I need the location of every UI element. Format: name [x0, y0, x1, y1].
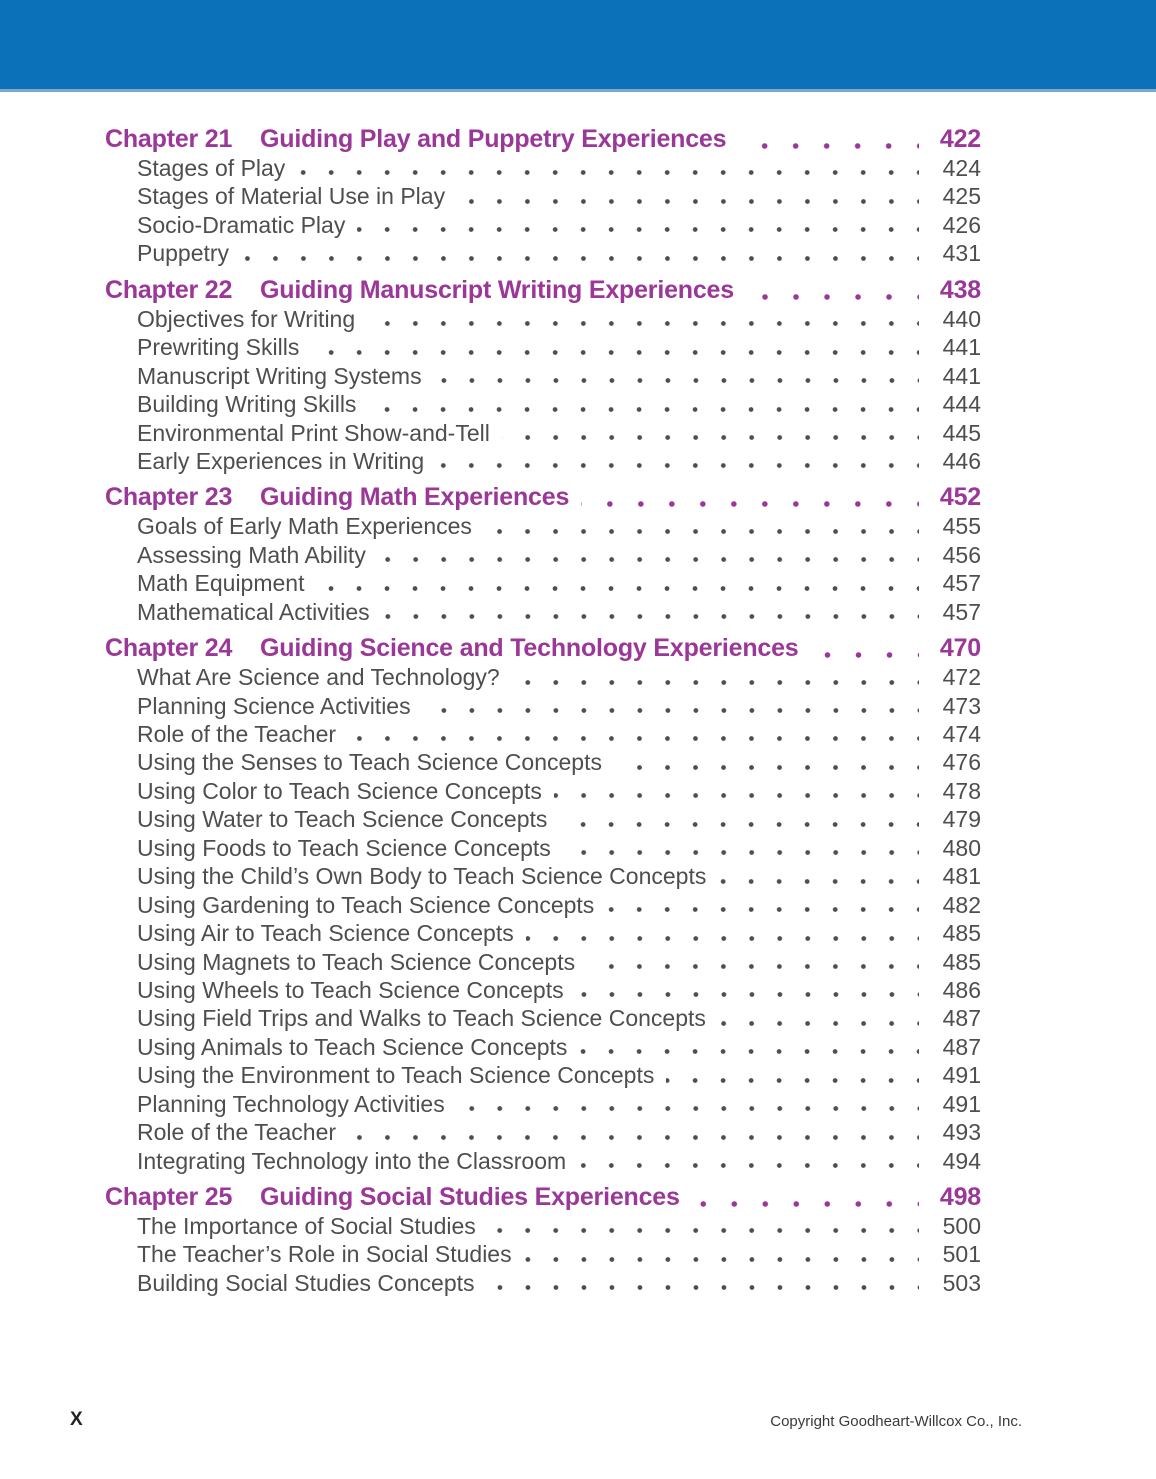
entry-page-number: 445 — [942, 419, 981, 446]
toc-entry-row — [105, 976, 981, 1004]
entry-title: Puppetry — [137, 240, 230, 267]
entry-page-number: 487 — [942, 1033, 981, 1060]
entry-page-number: 441 — [942, 362, 981, 389]
dot-leader — [559, 822, 919, 828]
entry-page-number: 455 — [942, 513, 981, 540]
dot-leader — [502, 435, 919, 441]
entry-page-number: 473 — [942, 692, 981, 719]
entry-title: Integrating Technology into the Classroom — [137, 1147, 567, 1174]
entry-title: Using Water to Teach Science Concepts — [137, 806, 548, 833]
footer-copyright: Copyright Goodheart-Willcox Co., Inc. — [770, 1413, 1022, 1430]
toc-entry-row — [105, 663, 981, 691]
entry-page-number: 424 — [942, 155, 981, 181]
entry-title: Using Wheels to Teach Science Concepts — [137, 976, 564, 1003]
chapter-title: Guiding Social Studies Experiences — [260, 1183, 680, 1211]
toc-entry-row — [105, 419, 981, 447]
entry-title: Planning Science Activities — [137, 692, 411, 719]
dot-leader — [526, 936, 919, 942]
dot-leader — [718, 879, 919, 885]
entry-title: Math Equipment — [137, 570, 305, 597]
entry-page-number: 444 — [942, 391, 981, 418]
chapter-label: Chapter 25 — [105, 1183, 233, 1211]
dot-leader — [382, 614, 919, 620]
entry-title: Manuscript Writing Systems — [137, 362, 422, 389]
dot-leader — [718, 1021, 919, 1027]
entry-title: The Importance of Social Studies — [137, 1213, 476, 1239]
chapter-title: Guiding Science and Technology Experiences — [260, 634, 799, 663]
dot-leader — [578, 1163, 919, 1169]
dot-leader — [367, 321, 919, 327]
entry-page-number: 474 — [942, 721, 981, 747]
toc-entry-row — [105, 777, 981, 805]
toc-entry-row — [105, 720, 981, 748]
dot-leader — [666, 1078, 919, 1084]
chapter-page-number: 422 — [939, 125, 981, 153]
entry-page-number: 441 — [942, 334, 981, 361]
toc-entry-row — [105, 211, 981, 239]
chapter-page-number: 470 — [939, 634, 981, 663]
dot-leader — [563, 850, 919, 856]
dot-leader — [457, 199, 919, 205]
entry-page-number: 486 — [942, 976, 981, 1003]
toc-entry-row — [105, 390, 981, 418]
entry-page-number: 485 — [942, 920, 981, 947]
entry-page-number: 425 — [942, 183, 981, 210]
toc-entry-row — [105, 748, 981, 776]
chapter-title: Guiding Manuscript Writing Experiences — [260, 275, 734, 304]
dot-leader — [297, 170, 919, 176]
toc-entry-row — [105, 598, 981, 626]
dot-leader — [457, 1106, 919, 1112]
entry-page-number: 440 — [942, 305, 981, 332]
entry-page-number: 476 — [942, 749, 981, 776]
chapter-page-number: 498 — [939, 1183, 981, 1211]
entry-title: Goals of Early Math Experiences — [137, 513, 472, 540]
entry-page-number: 491 — [942, 1090, 981, 1117]
entry-title: Using Air to Teach Science Concepts — [137, 920, 514, 947]
entry-title: Using Foods to Teach Science Concepts — [137, 834, 551, 861]
entry-page-number: 446 — [942, 447, 981, 474]
dot-leader — [512, 680, 919, 686]
toc — [105, 117, 981, 1297]
toc-chapter-row — [105, 482, 981, 512]
entry-title: Using the Environment to Teach Science Concepts — [137, 1062, 655, 1089]
toc-entry-row — [105, 1240, 981, 1268]
toc-entry-row — [105, 1004, 981, 1032]
entry-title: Socio-Dramatic Play — [137, 211, 346, 238]
chapter-label: Chapter 24 — [105, 634, 233, 663]
entry-page-number: 503 — [942, 1269, 981, 1296]
chapter-page-number: 452 — [939, 483, 981, 512]
toc-entry-row — [105, 447, 981, 475]
entry-title: What Are Science and Technology? — [137, 664, 500, 691]
entry-title: Using Gardening to Teach Science Concepts — [137, 891, 595, 918]
toc-entry-row — [105, 239, 981, 267]
toc-entry-row — [105, 919, 981, 947]
entry-page-number: 501 — [942, 1241, 981, 1268]
toc-entry-row — [105, 512, 981, 540]
toc-entry-row — [105, 569, 981, 597]
dot-leader — [348, 736, 919, 742]
entry-page-number: 479 — [942, 806, 981, 833]
dot-leader — [423, 708, 919, 714]
dot-leader — [554, 793, 919, 799]
dot-leader — [581, 501, 919, 507]
toc-entry-row — [105, 948, 981, 976]
entry-title: Using Animals to Teach Science Concepts — [137, 1033, 568, 1060]
toc-entry-row — [105, 541, 981, 569]
dot-leader — [811, 652, 920, 658]
entry-title: Early Experiences in Writing — [137, 447, 425, 474]
entry-title: Using Field Trips and Walks to Teach Science Concepts — [137, 1005, 706, 1032]
dot-leader — [524, 1257, 919, 1263]
dot-leader — [738, 143, 919, 149]
entry-title: Using Magnets to Teach Science Concepts — [137, 948, 576, 975]
entry-page-number: 472 — [942, 664, 981, 691]
toc-entry-row — [105, 1061, 981, 1089]
dot-leader — [378, 557, 919, 563]
toc-entry-row — [105, 1090, 981, 1118]
entry-title: Role of the Teacher — [137, 1119, 337, 1146]
toc-entry-row — [105, 1269, 981, 1297]
toc-entry-row — [105, 182, 981, 210]
chapter-page-number: 438 — [939, 275, 981, 304]
entry-page-number: 457 — [942, 570, 981, 597]
entry-page-number: 478 — [942, 777, 981, 804]
entry-title: Using Color to Teach Science Concepts — [137, 777, 542, 804]
header-bar — [0, 0, 1156, 92]
toc-chapter-row — [105, 633, 981, 663]
toc-entry-row — [105, 834, 981, 862]
entry-page-number: 500 — [942, 1213, 981, 1239]
toc-entry-row — [105, 1147, 981, 1175]
dot-leader — [614, 765, 919, 771]
dot-leader — [316, 586, 919, 592]
toc-chapter-row — [105, 275, 981, 305]
toc-entry-row — [105, 305, 981, 333]
entry-title: Planning Technology Activities — [137, 1090, 445, 1117]
entry-page-number: 491 — [942, 1062, 981, 1089]
dot-leader — [368, 407, 919, 413]
dot-leader — [746, 294, 919, 300]
entry-title: Environmental Print Show-and-Tell — [137, 419, 490, 446]
dot-leader — [311, 350, 919, 356]
entry-title: Stages of Play — [137, 155, 286, 181]
dot-leader — [484, 529, 919, 535]
entry-page-number: 493 — [942, 1119, 981, 1146]
toc-entry-row — [105, 1212, 981, 1240]
dot-leader — [606, 907, 919, 913]
toc-chapter-row — [105, 1182, 981, 1212]
entry-title: Objectives for Writing — [137, 305, 356, 332]
dot-leader — [348, 1135, 919, 1141]
footer-page-marker: X — [70, 1409, 83, 1430]
chapter-label: Chapter 21 — [105, 125, 233, 153]
dot-leader — [241, 256, 919, 262]
entry-page-number: 456 — [942, 541, 981, 568]
dot-leader — [434, 378, 919, 384]
entry-page-number: 480 — [942, 834, 981, 861]
toc-entry-row — [105, 862, 981, 890]
dot-leader — [357, 227, 919, 233]
dot-leader — [576, 992, 919, 998]
entry-title: Using the Senses to Teach Science Concepts — [137, 749, 602, 776]
entry-title: The Teacher’s Role in Social Studies — [137, 1241, 512, 1268]
entry-page-number: 487 — [942, 1005, 981, 1032]
toc-entry-row — [105, 362, 981, 390]
dot-leader — [587, 964, 919, 970]
toc-entry-row — [105, 891, 981, 919]
entry-page-number: 482 — [942, 891, 981, 918]
chapter-title: Guiding Play and Puppetry Experiences — [260, 125, 727, 153]
entry-title: Building Writing Skills — [137, 391, 357, 418]
dot-leader — [579, 1049, 919, 1055]
entry-page-number: 494 — [942, 1147, 981, 1174]
toc-entry-row — [105, 333, 981, 361]
dot-leader — [488, 1228, 919, 1234]
entry-page-number: 431 — [942, 240, 981, 267]
toc-entry-row — [105, 692, 981, 720]
toc-entry-row — [105, 805, 981, 833]
entry-title: Assessing Math Ability — [137, 541, 366, 568]
dot-leader — [436, 463, 919, 469]
toc-entry-row — [105, 154, 981, 182]
toc-entry-row — [105, 1118, 981, 1146]
entry-title: Prewriting Skills — [137, 334, 300, 361]
dot-leader — [692, 1201, 919, 1207]
entry-title: Using the Child’s Own Body to Teach Science Concepts — [137, 863, 707, 890]
toc-entry-row — [105, 1033, 981, 1061]
entry-title: Stages of Material Use in Play — [137, 183, 446, 210]
entry-page-number: 485 — [942, 948, 981, 975]
entry-page-number: 426 — [942, 211, 981, 238]
chapter-title: Guiding Math Experiences — [260, 483, 570, 512]
chapter-label: Chapter 22 — [105, 275, 233, 304]
entry-page-number: 481 — [942, 863, 981, 890]
toc-chapter-row — [105, 124, 981, 154]
entry-title: Building Social Studies Concepts — [137, 1269, 475, 1296]
entry-title: Role of the Teacher — [137, 721, 337, 747]
entry-page-number: 457 — [942, 598, 981, 625]
entry-title: Mathematical Activities — [137, 598, 370, 625]
chapter-label: Chapter 23 — [105, 483, 233, 512]
dot-leader — [487, 1285, 919, 1291]
